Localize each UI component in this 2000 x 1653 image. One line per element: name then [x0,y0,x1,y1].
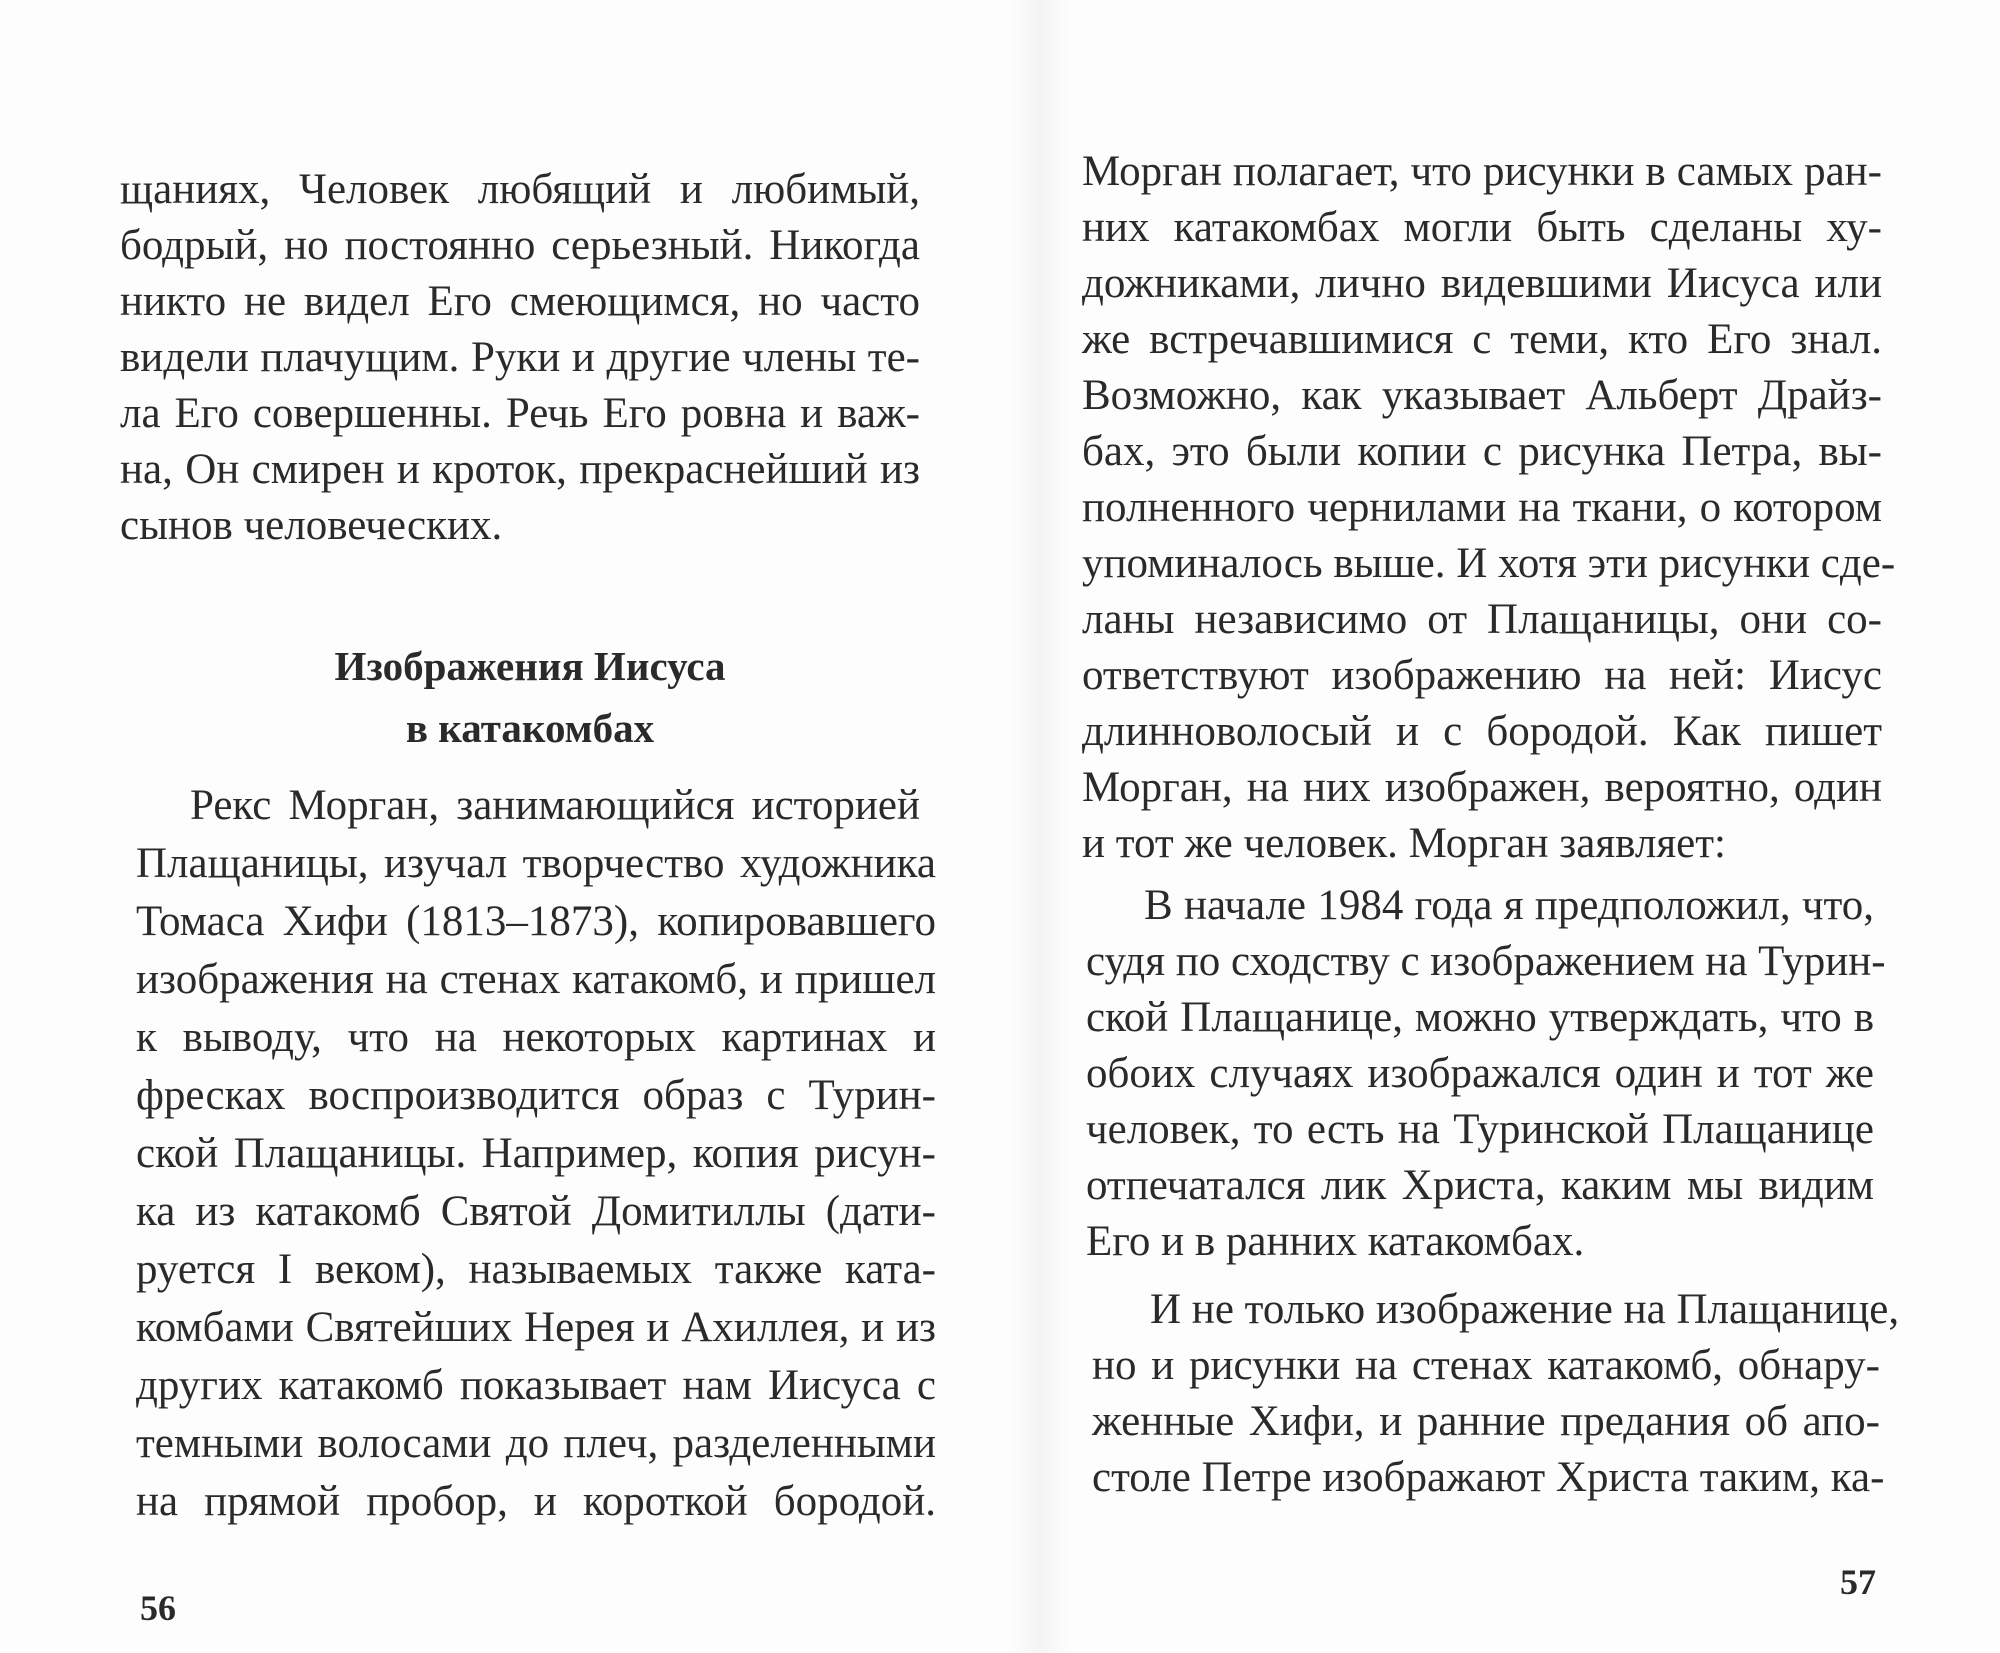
gutter-shadow [1010,0,1070,1653]
text-line: видели плачущим. Руки и другие члены те- [120,334,920,381]
heading-line: Изображения Иисуса [334,643,726,689]
text-line: человек, то есть на Туринской Плащанице [1086,1106,1874,1153]
text-line: упоминалось выше. И хотя эти рисунки сде- [1082,540,1896,587]
text-line: женные Хифи, и ранние предания об апо- [1092,1398,1880,1445]
text-line: ответствуют изображению на ней: Иисус [1082,652,1882,699]
text-line: же встречавшимися с теми, кто Его знал. [1082,316,1882,363]
text-line: на прямой пробор, и короткой бородой. [136,1478,936,1525]
text-line: ка из катакомб Святой Домитиллы (дати- [136,1188,936,1235]
text-line: И не только изображение на Плащанице, [1150,1286,1900,1333]
text-line: фресках воспроизводится образ с Турин- [136,1072,936,1119]
text-line: Морган полагает, что рисунки в самых ран- [1082,148,1882,195]
text-line: сынов человеческих. [120,502,503,549]
text-line: Его и в ранних катакомбах. [1086,1218,1585,1265]
text-line: других катакомб показывает нам Иисуса с [136,1362,936,1409]
text-line: к выводу, что на некоторых картинах и [136,1014,936,1061]
text-line: комбами Святейших Нерея и Ахиллея, и из [136,1304,936,1351]
text-line: бах, это были копии с рисунка Петра, вы- [1082,428,1882,475]
text-line: ла Его совершенны. Речь Его ровна и важ- [120,390,920,437]
text-line: но и рисунки на стенах катакомб, обнару- [1092,1342,1880,1389]
text-line: полненного чернилами на ткани, о котором [1082,484,1882,531]
page-number: 57 [1840,1562,1876,1602]
heading-line: в катакомбах [405,705,655,751]
page-number: 56 [140,1588,176,1628]
text-line: бодрый, но постоянно серьезный. Никогда [120,222,920,269]
text-line: дожниками, лично видевшими Иисуса или [1082,260,1882,307]
text-line: на, Он смирен и кроток, прекраснейший из [120,446,920,493]
text-line: Возможно, как указывает Альберт Драйз- [1082,372,1882,419]
text-line: длинноволосый и с бородой. Как пишет [1082,708,1882,755]
text-line: ской Плащаницы. Например, копия рисун- [136,1130,936,1177]
text-line: изображения на стенах катакомб, и пришел [136,956,936,1003]
text-line: темными волосами до плеч, разделенными [136,1420,936,1467]
text-line: Рекс Морган, занимающийся историей [190,782,920,829]
text-line: Плащаницы, изучал творчество художника [136,840,936,887]
text-line: щаниях, Человек любящий и любимый, [120,166,920,213]
text-line: В начале 1984 года я предположил, что, [1144,882,1874,929]
text-line: руется I веком), называемых также ката- [136,1246,936,1293]
text-line: Томаса Хифи (1813–1873), копировавшего [136,898,936,945]
text-line: и тот же человек. Морган заявляет: [1082,820,1726,867]
text-line: отпечатался лик Христа, каким мы видим [1086,1162,1874,1209]
text-line: судя по сходству с изображением на Турин- [1086,938,1886,985]
text-line: них катакомбах могли быть сделаны ху- [1082,204,1882,251]
text-line: ской Плащанице, можно утверждать, что в [1086,994,1874,1041]
text-line: столе Петре изображают Христа таким, ка- [1092,1454,1885,1501]
text-line: обоих случаях изображался один и тот же [1086,1050,1874,1097]
text-line: никто не видел Его смеющимся, но часто [120,278,920,325]
text-line: Морган, на них изображен, вероятно, один [1082,764,1882,811]
text-line: ланы независимо от Плащаницы, они со- [1082,596,1882,643]
